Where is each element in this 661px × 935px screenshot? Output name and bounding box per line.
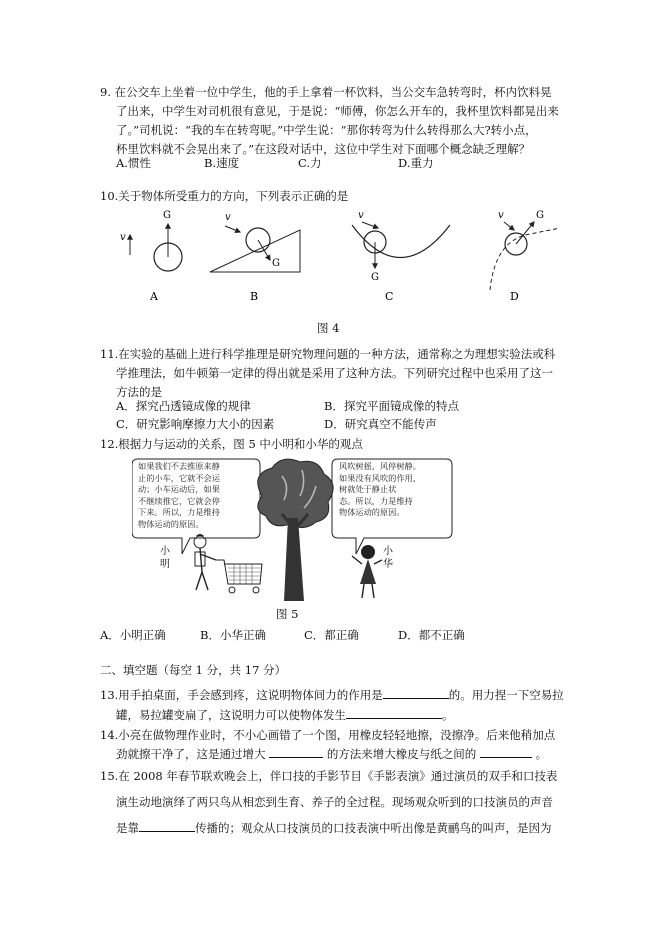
q9-option-a: A.惯性 bbox=[116, 156, 151, 170]
q12-option-a: A．小明正确 bbox=[100, 628, 166, 642]
figure-4-d-diagram bbox=[490, 210, 560, 303]
figure-5-caption: 图 5 bbox=[276, 607, 299, 621]
q12-stem: 12.根据力与运动的关系，图 5 中小明和小华的观点 bbox=[100, 437, 363, 451]
figure-4-label-d: D bbox=[510, 290, 519, 303]
q11-line-1: 11.在实验的基础上进行科学推理是研究物理问题的一种方法，通常称之为理想实验法或科 bbox=[100, 347, 556, 361]
q12-option-d: D．都不正确 bbox=[398, 628, 465, 642]
figure-4-b-diagram bbox=[210, 212, 300, 303]
figure-4-label-c: C bbox=[385, 290, 394, 303]
xiaoming-name-label: 小 明 bbox=[160, 546, 170, 570]
q9-line-1: 9. 在公交车上坐着一位中学生，他的手上拿着一杯饮料，当公交车急转弯时，杯内饮料晃 bbox=[100, 85, 552, 99]
q12-option-b: B．小华正确 bbox=[200, 628, 266, 642]
q10-stem: 10.关于物体所受重力的方向，下列表示正确的是 bbox=[100, 189, 349, 203]
q13-blank-1[interactable] bbox=[383, 686, 449, 699]
q9-option-c: C.力 bbox=[298, 156, 322, 170]
q9-option-d: D.重力 bbox=[398, 156, 434, 170]
figure-4-label-a: A bbox=[150, 290, 158, 303]
q14-blank-1[interactable] bbox=[269, 745, 323, 758]
q13-line-2: 罐，易拉罐变扁了，这说明力可以使物体发生 。 bbox=[116, 708, 454, 722]
q13-blank-2[interactable] bbox=[346, 706, 442, 719]
q13-line-1: 13.用手拍桌面，手会感到疼，这说明物体间力的作用是 的。用力捏一下空易拉 bbox=[100, 688, 564, 702]
q14-line-2: 劲就擦干净了，这是通过增大 的方法来增大橡皮与纸之间的 。 bbox=[116, 747, 548, 761]
q11-option-c: C．研究影响摩擦力大小的因素 bbox=[116, 417, 275, 431]
section-2-heading: 二、填空题（每空 1 分，共 17 分） bbox=[100, 663, 287, 677]
svg-text:G: G bbox=[536, 210, 544, 221]
figure-4-caption: 图 4 bbox=[317, 321, 340, 335]
q11-option-d: D．研究真空不能传声 bbox=[324, 417, 437, 431]
xiaoming-figure bbox=[194, 534, 216, 590]
shopping-cart bbox=[216, 560, 262, 593]
q9-option-b: B.速度 bbox=[204, 156, 240, 170]
q9-line-2: 了出来，中学生对司机很有意见，于是说：“师傅，你怎么开车的，我杯里饮料都晃出来 bbox=[116, 104, 559, 118]
svg-text:G: G bbox=[163, 210, 171, 221]
figure-4-label-b: B bbox=[250, 290, 259, 303]
figure-4 bbox=[110, 200, 570, 310]
q14-line-1: 14.小亮在做物理作业时，不小心画错了一个图，用橡皮轻轻地擦，没擦净。后来他稍加点 bbox=[100, 728, 556, 742]
q11-line-3: 方法的是 bbox=[116, 385, 162, 399]
q9-line-3: 了。”司机说：“我的车在转弯呢。”中学生说：“那你转弯为什么转得那么大?转小点， bbox=[116, 123, 537, 137]
q11-option-b: B．探究平面镜成像的特点 bbox=[324, 399, 459, 413]
svg-text:G: G bbox=[272, 258, 280, 269]
q11-option-a: A．探究凸透镜成像的规律 bbox=[116, 399, 251, 413]
q12-option-c: C．都正确 bbox=[304, 628, 359, 642]
q11-line-2: 学推理法，如牛顿第一定律的得出就是采用了这种方法。下列研究过程中也采用了这一 bbox=[116, 366, 553, 380]
figure-4-c-diagram bbox=[352, 210, 450, 303]
q14-blank-2[interactable] bbox=[480, 745, 532, 758]
q15-line-3: 是靠 传播的；观众从口技演员的口技表演中听出像是黄鹂鸟的叫声，是因为 bbox=[116, 821, 552, 835]
q15-blank-1[interactable] bbox=[139, 819, 195, 832]
svg-text:G: G bbox=[371, 272, 379, 283]
xiaoming-bubble-text: 如果我们不去推原来静 止的小车，它就不会运 动；小车运动后，如果 不继续推它，它就会停 下来。所以，力是维持 物体运动的原因。 bbox=[138, 461, 220, 529]
tree-illustration bbox=[258, 459, 333, 601]
q15-line-1: 15.在 2008 年春节联欢晚会上，伴口技的手影节目《手影表演》通过演员的双手和口技表 bbox=[100, 769, 558, 783]
svg-text:v: v bbox=[498, 210, 504, 221]
svg-text:v: v bbox=[120, 232, 126, 243]
figure-4-a-diagram bbox=[120, 210, 182, 303]
svg-text:v: v bbox=[358, 210, 364, 221]
q9-line-4: 杯里饮料就不会晃出来了。”在这段对话中，这位中学生对下面哪个概念缺乏理解？ bbox=[116, 142, 531, 156]
q15-line-2: 演生动地演绎了两只鸟从相恋到生育、养子的全过程。现场观众听到的口技演员的声音 bbox=[116, 795, 553, 809]
xiaohua-bubble-text: 风吹树摇，风停树静。 如果没有风吹的作用， 树就处于静止状 态。所以，力是维持 物体运动的原因。 bbox=[339, 461, 421, 517]
xiaohua-name-label: 小 华 bbox=[383, 546, 393, 570]
svg-text:v: v bbox=[225, 212, 231, 223]
